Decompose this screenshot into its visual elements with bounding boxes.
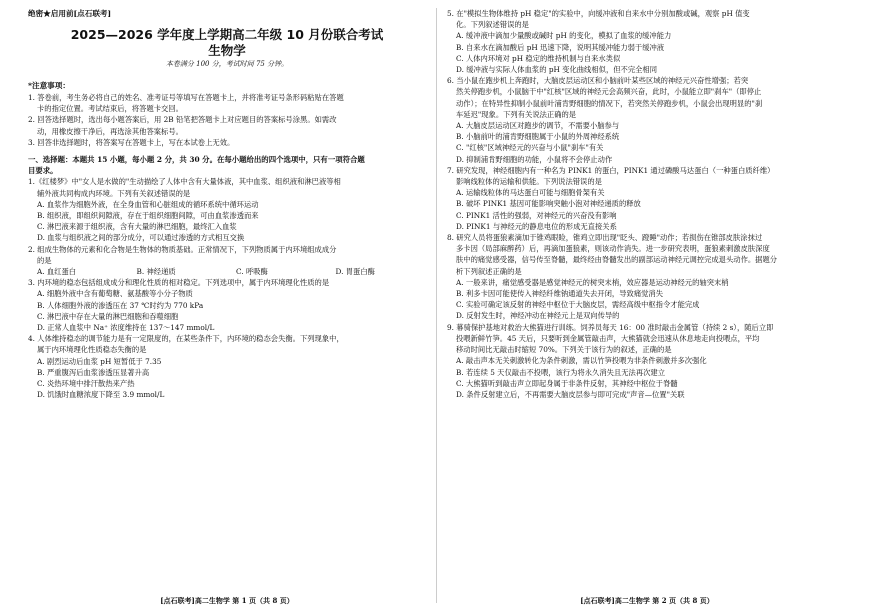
option-row (28, 266, 426, 277)
option-a: A. 剧烈运动后血浆 pH 短暂低于 7.35 (37, 356, 162, 366)
question-stem: 投喂新鲜竹笋。45 天后，只要听到金属管敲击声，大熊猫就会迅速从休息地走向投喂点，平均 (456, 333, 760, 343)
option-b: B. 严重腹泻后血浆渗透压显著升高 (37, 367, 150, 377)
option-a: A. 一般来讲，痛觉感受器是感觉神经元的树突末梢，效应器是运动神经元的轴突末梢 (456, 277, 729, 287)
question-stem: 9. 幕骑保护基地对救治大熊猫进行训练。饲养员每天 16：00 准时敲击金属管（持续 2 s），随后立即 (447, 322, 774, 332)
option-a: A. 运输线粒体的马达蛋白可能与细胞骨架有关 (456, 188, 605, 198)
exam-title: 2025—2026 学年度上学期高二年级 10 月份联合考试 (70, 27, 384, 42)
option-d: D. 饥饿时血糖浓度下降至 3.9 mmol/L (37, 390, 165, 400)
question-9 (447, 322, 847, 400)
option-d: D. 缓冲液与实际人体血浆的 pH 变化曲线相似，但不完全相同 (456, 65, 658, 75)
question-stem: 2. 组成生物体的元素和化合物是生物体的物质基础。正常情况下，下列物质属于内环境组成成分 (28, 244, 337, 254)
question-6 (447, 75, 847, 165)
right-page (447, 8, 847, 605)
option-b: B. 若连续 5 天仅敲击不投喂，该行为将永久消失且无法再次建立 (456, 367, 665, 377)
note-line: 1. 答卷前，考生务必将自己的姓名、准考证号等填写在答题卡上，并将准考证号条形码粘贴在答题 (28, 93, 344, 102)
question-7 (447, 165, 847, 232)
question-stem: 属于内环境理化性质稳态失衡的是 (37, 345, 147, 355)
option-d: D. 条件反射建立后，不再需要大脑皮层参与即可完成"声音—位置"关联 (456, 389, 685, 399)
option-a: A. 血浆作为细胞外液，在全身血管和心脏组成的循环系统中循环运动 (37, 199, 259, 209)
question-8 (447, 232, 847, 322)
option-b: B. 小脑前叶的浦肯野细胞属于小鼠的外周神经系统 (456, 132, 620, 142)
option-a: A. 缓冲液中滴加少量酸或碱时 pH 的变化，模拟了血浆的缓冲能力 (456, 31, 672, 41)
question-stem: 的是 (37, 255, 52, 265)
subject-title: 生物学 (208, 43, 246, 58)
confidential-badge: 绝密★启用前[点石联考] (28, 9, 112, 18)
option-c: C. 淋巴液来源于组织液，含有大量的淋巴细胞，最终汇入血浆 (37, 222, 237, 232)
option-b: B. 破坏 PINK1 基因可能影响突触小泡对神经递质的释放 (456, 199, 641, 209)
note-line: 2. 回答选择题时，选出每小题答案后，用 2B 铅笔把答题卡上对应题目的答案标号涂黑。如需改 (28, 115, 337, 125)
notes-title: *注意事项： (28, 81, 70, 90)
option-b: B. 利多卡因可能使传入神经纤维钠通道失去开闭，导致痛觉消失 (456, 289, 664, 299)
note-line: 卡的指定位置。考试结束后，将答题卡交回。 (37, 104, 183, 114)
question-1 (28, 176, 426, 243)
question-stem: 肤中的痛觉感受器，信号传至脊髓，最终经由脊髓发出的副部运动神经元调控完成退头动作。据题分 (456, 255, 778, 265)
question-stem: 7. 研究发现，神经细胞内有一种名为 PINK1 的蛋白，PINK1 通过磷酸马达蛋白（一种蛋白质纤维） (447, 165, 775, 175)
question-3 (28, 277, 426, 333)
option-c: C. 淋巴液中存在大量的淋巴细胞和吞噬细胞 (37, 311, 179, 321)
question-stem: 影响线粒体的运输和供能。下列说法错误的是 (456, 177, 602, 187)
question-stem: 动作）；在特异性抑制小鼠前叶浦肯野细胞的情况下，若突然关停跑步机，小鼠会出现明显的"刹 (456, 98, 763, 108)
note-line: 3. 回答非选择题时，将答案写在答题卡上，写在本试卷上无效。 (28, 137, 235, 147)
option-a: A. 敲击声本无关刺激转化为条件刺激，需以竹笋投喂为非条件刺激并多次强化 (456, 356, 707, 366)
option-a: A. 大脑皮层运动区对跑步的调节，不需要小脑参与 (456, 121, 620, 131)
option-d: D. 抑制浦肯野细胞的功能，小鼠将不会停止动作 (456, 154, 613, 164)
page-divider (436, 8, 437, 603)
option-a: A. 血红蛋白 (37, 267, 77, 277)
option-b: B. 神经递质 (136, 267, 176, 277)
question-stem: 多卡因（局部麻醉药）后，再滴加蛋狼素，则该动作消失。进一步研究表明，蛋狼素刺激皮肤深度 (456, 244, 770, 254)
option-c: C. 呼吸酶 (236, 267, 268, 277)
option-c: C. 炎热环境中排汗散热来产热 (37, 379, 135, 389)
option-b: B. 人体细胞外液的渗透压在 37 ℃时约为 770 kPa (37, 300, 204, 310)
question-stem: 辅外液共同构成内环境。下列有关叙述错误的是 (37, 188, 191, 198)
option-c: C. "红核"区域神经元的兴奋与小鼠"刹车"有关 (456, 143, 604, 153)
option-c: C. PINK1 活性的强弱，对神经元的兴奋没有影响 (456, 210, 617, 220)
option-c: C. 大熊猫听到敲击声立即起身属于非条件反射，其神经中枢位于脊髓 (456, 378, 678, 388)
option-d: D. PINK1 与神经元的静息电位的形成无直接关系 (456, 221, 617, 231)
section-heading-cont: 目要求。 (28, 166, 58, 176)
option-d: D. 反射发生时，神经冲动在神经元上是双向传导的 (456, 311, 620, 321)
note-line: 动，用橡皮擦干净后，再选涂其他答案标号。 (37, 126, 183, 136)
page-footer: [点石联考]高二生物学 第 2 页（共 8 页） (580, 596, 714, 605)
question-2 (28, 244, 426, 278)
option-d: D. 正常人血浆中 Na⁺ 浓度维持在 137～147 mmol/L (37, 323, 215, 333)
score-info: 本卷满分 100 分，考试时间 75 分钟。 (165, 60, 289, 68)
question-stem: 移动时间比无敲击时缩短 70%。下列关于该行为的叙述，正确的是 (456, 345, 672, 355)
question-stem: 6. 当小鼠在跑步机上奔跑时，大脑皮层运动区和小脑前叶某些区域的神经元兴奋性增强；若突 (447, 76, 749, 86)
question-stem: 5. 在"模拟生物体维持 pH 稳定"的实验中，向缓冲液和自来水中分别加酸或碱，观察 pH 值变 (447, 9, 750, 18)
question-stem: 4. 人体维持稳态的调节能力是有一定限度的，在某些条件下，内环境的稳态会失衡。下列现象中， (28, 334, 344, 344)
question-stem: 析下列叙述正确的是 (456, 266, 522, 276)
question-stem: 3. 内环境的稳态包括组成成分和理化性质的相对稳定。下列选项中，属于内环境理化性质的是 (28, 278, 330, 288)
question-5 (447, 8, 847, 75)
question-stem: 化。下列叙述错误的是 (456, 20, 529, 30)
question-stem: 然关停跑步机，小鼠脑干中"红核"区域的神经元会高频兴奋，此时，小鼠能立即"刹车"（即停止 (456, 87, 762, 97)
section-heading: 一、选择题：本题共 15 小题，每小题 2 分，共 30 分。在每小题给出的四个选项中，只有一项符合题 (28, 155, 365, 165)
page-footer: [点石联考]高二生物学 第 1 页（共 8 页） (160, 596, 294, 605)
question-stem: 8. 研究人员将蛋狼素滴加于锥鸡眼睑，锥鸡立即出现"眨头、蹬睡"动作；若损伤在锥部皮肤涂抹过 (447, 233, 763, 243)
option-c: C. 实验可确定该反射的神经中枢位于大脑皮层，需经高级中枢指令才能完成 (456, 300, 700, 310)
option-b: B. 组织液，即组织间隙液，存在于组织细胞间隙，可由血浆渗透而来 (37, 211, 259, 221)
option-d: D. 胃蛋白酶 (335, 267, 375, 277)
option-d: D. 血浆与组织液之间的部分成分，可以通过渗透的方式相互交换 (37, 233, 245, 243)
question-stem: 1.《红楼梦》中"女人是水做的"生动描绘了人体中含有大量体液，其中血浆、组织液和淋巴液等相 (28, 177, 341, 187)
question-4 (28, 333, 426, 400)
left-page (28, 8, 426, 605)
option-b: B. 自来水在滴加酸后 pH 迅速下降，说明其缓冲能力弱于缓冲液 (456, 42, 665, 52)
option-a: A. 细胞外液中含有葡萄糖、氨基酸等小分子物质 (37, 289, 193, 299)
question-stem: 车延迟"现象。下列有关说法正确的是 (456, 109, 577, 119)
option-c: C. 人体内环境对 pH 稳定的维持机制与自来水类似 (456, 53, 621, 63)
